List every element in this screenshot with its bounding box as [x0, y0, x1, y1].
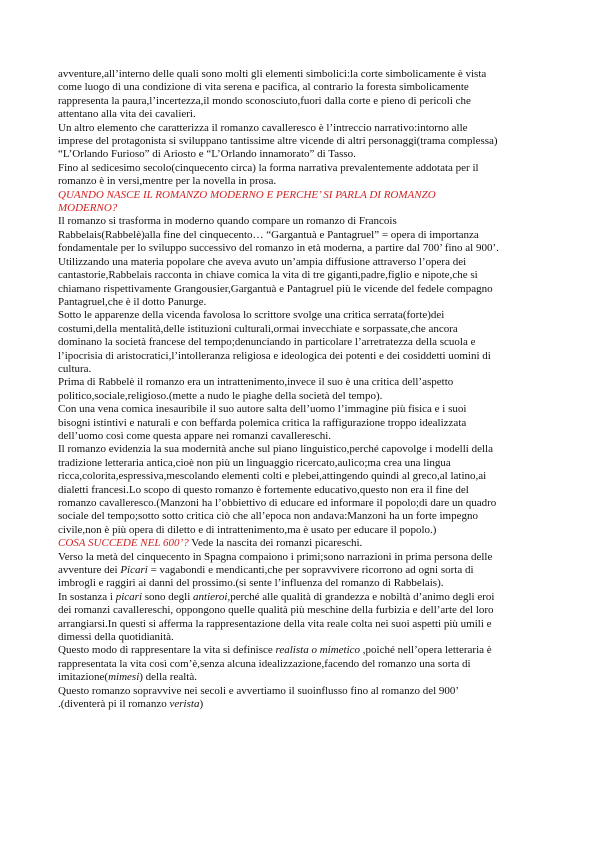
text-run: Sotto le apparenze della vicenda favolosa lo scrittore svolge una critica serrata(forte)dei	[58, 309, 445, 322]
text-run: bisogni istintivi e naturali e con beffarda polemica critica la raffigurazione troppo idealizzata	[58, 416, 467, 429]
text-run: Pantagruel,che è il dotto Panurge.	[58, 295, 207, 308]
text-run: Rabbelais(Rabbelè)alla fine del cinquecento… “Gargantuà e Pantagruel” = opera di importanza	[58, 228, 479, 241]
text-line	[58, 68, 546, 81]
section-heading: COSA SUCCEDE NEL 600’?	[58, 537, 189, 550]
text-line	[58, 108, 546, 121]
text-line	[58, 269, 546, 282]
italic-term: picari	[115, 590, 143, 603]
text-run: = vagabondi e mendicanti,che per sopravvivere ricorrono ad ogni sorta di	[147, 564, 474, 577]
text-run: Prima di Rabbelè il romanzo era un intrattenimento,invece il suo è una critica dell’aspetto	[58, 376, 454, 389]
text-line	[58, 336, 546, 349]
text-line	[58, 698, 546, 711]
text-line	[58, 497, 546, 510]
text-line	[58, 323, 546, 336]
text-line	[58, 564, 546, 577]
text-run: In sostanza i	[58, 590, 116, 603]
text-run: sociale del tempo;sotto sotto critica ciò che all’epoca non andava:Manzoni ha un forte impegno	[58, 510, 478, 523]
text-run: Fino al sedicesimo secolo(cinquecento circa) la forma narrativa prevalentemente addotata per il	[58, 161, 479, 174]
text-run: Con una vena comica inesauribile il suo autore salta dell’uomo l’immagine più fisica e i suoi	[58, 403, 467, 416]
text-run: Un altro elemento che caratterizza il romanzo cavalleresco è l’intreccio narrativo:intorno alle	[58, 121, 468, 134]
text-line	[58, 551, 546, 564]
text-run: arrangiarsi.In questi si afferma la rappresentazione della vita reale colta nei suoi aspetti più umili e	[58, 617, 492, 630]
italic-term: mimesi	[108, 671, 140, 684]
text-run: attentano alla vita dei cavalieri.	[58, 108, 196, 121]
text-run: ) della realtà.	[139, 671, 197, 684]
text-line	[58, 309, 546, 322]
italic-term: realista o mimetico	[275, 644, 361, 657]
text-line	[58, 242, 546, 255]
text-run: imitazione(	[58, 671, 109, 684]
text-run: cultura.	[58, 362, 92, 375]
text-line	[58, 81, 546, 94]
text-line	[58, 577, 546, 590]
text-run: dei romanzi cavallereschi, oppongono quelle qualità più meschine della furbizia e dell’arte del loro	[58, 604, 494, 617]
text-run: ,perché alle qualità di grandezza e nobiltà d’animo degli eroi	[227, 590, 495, 603]
italic-term: antieroi	[193, 590, 228, 603]
text-run: dialetti francesi.Lo scopo di questo romanzo è fortemente educativo,questo non era il fine del	[58, 483, 469, 496]
text-run: dimessi della quotidianità.	[58, 631, 174, 644]
text-run: “L’Orlando Furioso” di Ariosto e “L’Orlando innamorato” di Tasso.	[58, 148, 356, 161]
text-run: ,poiché nell’opera letteraria è	[360, 644, 492, 657]
text-run: l’ipocrisia di aristocratici,l’intolleranza religiosa e ideologica dei potenti e dei cosiddetti uomini di	[58, 349, 491, 362]
text-line	[58, 685, 546, 698]
text-line	[58, 256, 546, 269]
italic-term: Picari	[120, 564, 148, 577]
text-run: .(diventerà pi il romanzo	[58, 698, 170, 711]
text-line	[58, 510, 546, 523]
text-line	[58, 202, 546, 215]
text-run: rappresentata la vita così com’è,senza alcuna idealizzazione,facendo del romanzo una sorta di	[58, 657, 471, 670]
text-line	[58, 390, 546, 403]
text-run: dell’uomo così come questa appare nei romanzi cavallereschi.	[58, 429, 332, 442]
text-line	[58, 376, 546, 389]
text-line	[58, 484, 546, 497]
text-run: rappresenta la paura,l’incertezza,il mondo sconosciuto,fuori dalla corte e pieno di pericoli che	[58, 94, 471, 107]
text-run: politico,sociale,religioso.(mette a nudo le piaghe della società del tempo).	[58, 389, 383, 402]
section-heading: MODERNO?	[58, 202, 118, 215]
text-run: costumi,della mentalità,delle istituzioni culturali,ormai invecchiate e sorpassate,che ancora	[58, 322, 458, 335]
text-line	[58, 658, 546, 671]
text-line	[58, 229, 546, 242]
text-line	[58, 537, 546, 550]
text-run: )	[199, 698, 204, 711]
text-run: Utilizzando una materia popolare che aveva avuto un’ampia diffusione attraverso l’opera dei	[58, 255, 467, 268]
text-line	[58, 363, 546, 376]
text-line	[58, 296, 546, 309]
document-body	[58, 68, 546, 712]
text-line	[58, 443, 546, 456]
text-line	[58, 470, 546, 483]
text-line	[58, 591, 546, 604]
text-line	[58, 135, 546, 148]
text-run: Il romanzo si trasforma in moderno quando compare un romanzo di Francois	[58, 215, 397, 228]
text-run: Questo romanzo sopravvive nei secoli e avvertiamo il suoinflusso fino al romanzo del 900’	[58, 684, 460, 697]
text-run: tradizione letteraria antica,cioè non più un linguaggio ricercato,aulico;ma crea una lingua	[58, 456, 451, 469]
text-run: romanzo cavalleresco.(Manzoni ha l’obbiettivo di educare ed informare il popolo;di dare un quadro	[58, 497, 497, 509]
text-line	[58, 350, 546, 363]
text-line	[58, 618, 546, 631]
text-line	[58, 175, 546, 188]
text-line	[58, 95, 546, 108]
section-heading: QUANDO NASCE IL ROMANZO MODERNO E PERCHE’ SI PARLA DI ROMANZO	[58, 188, 436, 201]
text-run: come luogo di una condizione di vita serena e pacifica, al contrario la foresta simbolicamente	[58, 81, 469, 94]
text-line	[58, 644, 546, 657]
text-line	[58, 524, 546, 537]
text-run: Questo modo di rappresentare la vita si definisce	[58, 644, 276, 657]
text-run: Verso la metà del cinquecento in Spagna compaiono i primi;sono narrazioni in prima persona delle	[58, 550, 493, 563]
text-run: ricca,colorita,espressiva,mescolando elementi colti e plebei,attingendo quindi al greco,al latino,ai	[58, 470, 487, 483]
text-run: chiamano rispettivamente Grangousier,Gargantuà e Pantagruel più le vicende del fedele compagno	[58, 282, 493, 295]
text-line	[58, 162, 546, 175]
text-line	[58, 189, 546, 202]
text-run: sono degli	[142, 590, 194, 603]
text-line	[58, 457, 546, 470]
text-run: dominano la società francese del tempo;denunciando in particolare l’arretratezza della scuola e	[58, 336, 476, 349]
text-run: Il romanzo evidenzia la sua modernità anche sul piano linguistico,perché capovolge i modelli della	[58, 443, 493, 456]
text-line	[58, 148, 546, 161]
text-run: fondamentale per lo sviluppo successivo del romanzo in età moderna, a partire dal 700’ fino al 900’.	[58, 242, 499, 255]
text-line	[58, 430, 546, 443]
text-line	[58, 631, 546, 644]
text-run: imprese del protagonista si sviluppano tantissime altre vicende di altri personaggi(trama complessa)	[58, 135, 498, 148]
text-line	[58, 417, 546, 430]
text-line	[58, 122, 546, 135]
text-line	[58, 604, 546, 617]
text-run: imbrogli e raggiri ai danni del prossimo.(si sente l’influenza del romanzo di Rabbelais).	[58, 577, 444, 590]
text-line	[58, 215, 546, 228]
text-line	[58, 283, 546, 296]
italic-term: verista	[169, 698, 200, 711]
text-run: cantastorie,Rabbelais racconta in chiave comica la vita di tre giganti,padre,figlio e nipote,che si	[58, 269, 478, 282]
text-run: avventure,all’interno delle quali sono molti gli elementi simbolici:la corte simbolicamente è vista	[58, 68, 487, 80]
text-run: civile,non è più opera di diletto e di intrattenimento,ma è usato per educare il popolo.)	[58, 523, 437, 536]
text-line	[58, 403, 546, 416]
text-run: romanzo è in versi,mentre per la novella in prosa.	[58, 175, 277, 188]
text-run: Vede la nascita dei romanzi picareschi.	[188, 537, 363, 550]
text-line	[58, 671, 546, 684]
text-run: avventure dei	[58, 564, 121, 577]
